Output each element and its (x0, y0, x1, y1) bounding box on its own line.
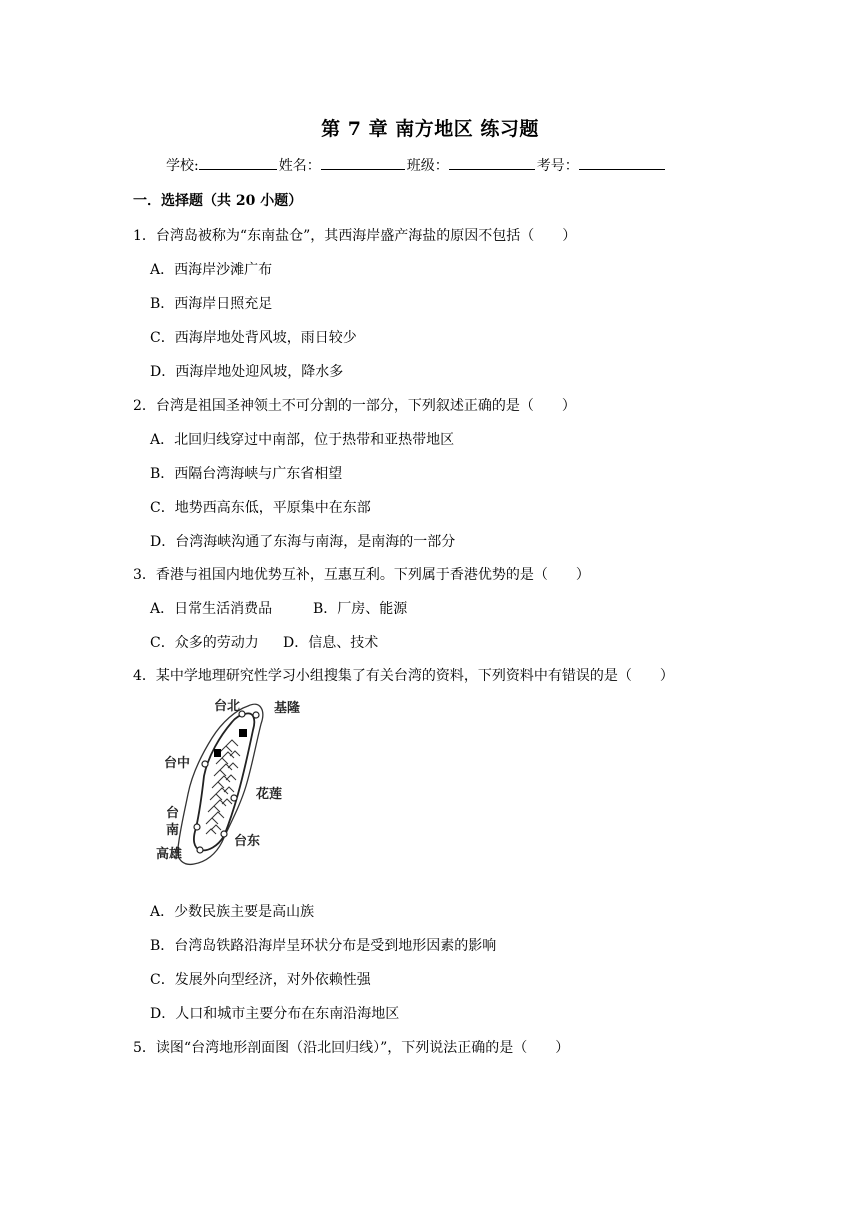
question-4-option-b: B．台湾岛铁路沿海岸呈环状分布是受到地形因素的影响 (150, 938, 497, 954)
question-3-option-c: C．众多的劳动力 (150, 635, 259, 651)
question-2-stem: 2．台湾是祖国圣神领土不可分割的一部分，下列叙述正确的是（ ） (133, 398, 576, 414)
taiwan-map-svg (150, 694, 320, 870)
question-5-stem: 5．读图“台湾地形剖面图（沿北回归线）”，下列说法正确的是（ ） (133, 1040, 570, 1056)
question-4-option-a: A．少数民族主要是高山族 (150, 904, 315, 920)
name-blank (321, 155, 405, 170)
reservoir-north (239, 729, 247, 737)
school-blank (199, 155, 277, 170)
taiwan-railway-map (150, 694, 320, 870)
label-gaoxiong: 高雄 (156, 847, 183, 862)
question-2-option-b: B．西隔台湾海峡与广东省相望 (150, 466, 343, 482)
question-2-option-a: A．北回归线穿过中南部，位于热带和亚热带地区 (150, 432, 455, 448)
question-1-stem: 1．台湾岛被称为“东南盐仓”，其西海岸盛产海盐的原因不包括（ ） (133, 228, 577, 244)
student-info-line (166, 155, 667, 175)
question-1-option-d: D．西海岸地处迎风坡，降水多 (150, 364, 344, 380)
label-taidong: 台东 (234, 834, 261, 849)
label-taizhong: 台中 (164, 756, 191, 771)
question-1-option-b: B．西海岸日照充足 (150, 296, 273, 312)
question-1-option-a: A．西海岸沙滩广布 (150, 262, 273, 278)
label-jilong: 基隆 (274, 701, 301, 716)
question-4-option-d: D．人口和城市主要分布在东南沿海地区 (150, 1006, 400, 1022)
class-blank (449, 155, 535, 170)
question-3-option-d: D．信息、技术 (283, 635, 379, 651)
reservoir-central (214, 749, 221, 757)
exam-number-blank (579, 155, 665, 170)
page-title: 第 7 章 南方地区 练习题 (321, 118, 539, 140)
label-taibei: 台北 (214, 699, 241, 714)
school-label: 学校: (166, 158, 199, 174)
label-tainan-2: 南 (166, 823, 180, 838)
label-hualian: 花莲 (256, 787, 283, 802)
question-3-option-b: B．厂房、能源 (313, 601, 408, 617)
question-1-option-c: C．西海岸地处背风坡，雨日较少 (150, 330, 357, 346)
class-label: 班级： (406, 158, 449, 174)
question-3-stem: 3．香港与祖国内地优势互补，互惠互利。下列属于香港优势的是（ ） (133, 567, 590, 583)
exam-number-label: 考号： (536, 158, 579, 174)
section-heading: 一．选择题（共 20 小题） (133, 193, 303, 209)
question-2-option-d: D．台湾海峡沟通了东海与南海，是南海的一部分 (150, 534, 456, 550)
label-tainan-1: 台 (166, 806, 180, 821)
name-label: 姓名： (278, 158, 321, 174)
question-4-option-c: C．发展外向型经济，对外依赖性强 (150, 972, 371, 988)
question-2-option-c: C．地势西高东低，平原集中在东部 (150, 500, 371, 516)
question-4-stem: 4．某中学地理研究性学习小组搜集了有关台湾的资料，下列资料中有错误的是（ ） (133, 668, 674, 684)
question-3-option-a: A．日常生活消费品 (150, 601, 273, 617)
